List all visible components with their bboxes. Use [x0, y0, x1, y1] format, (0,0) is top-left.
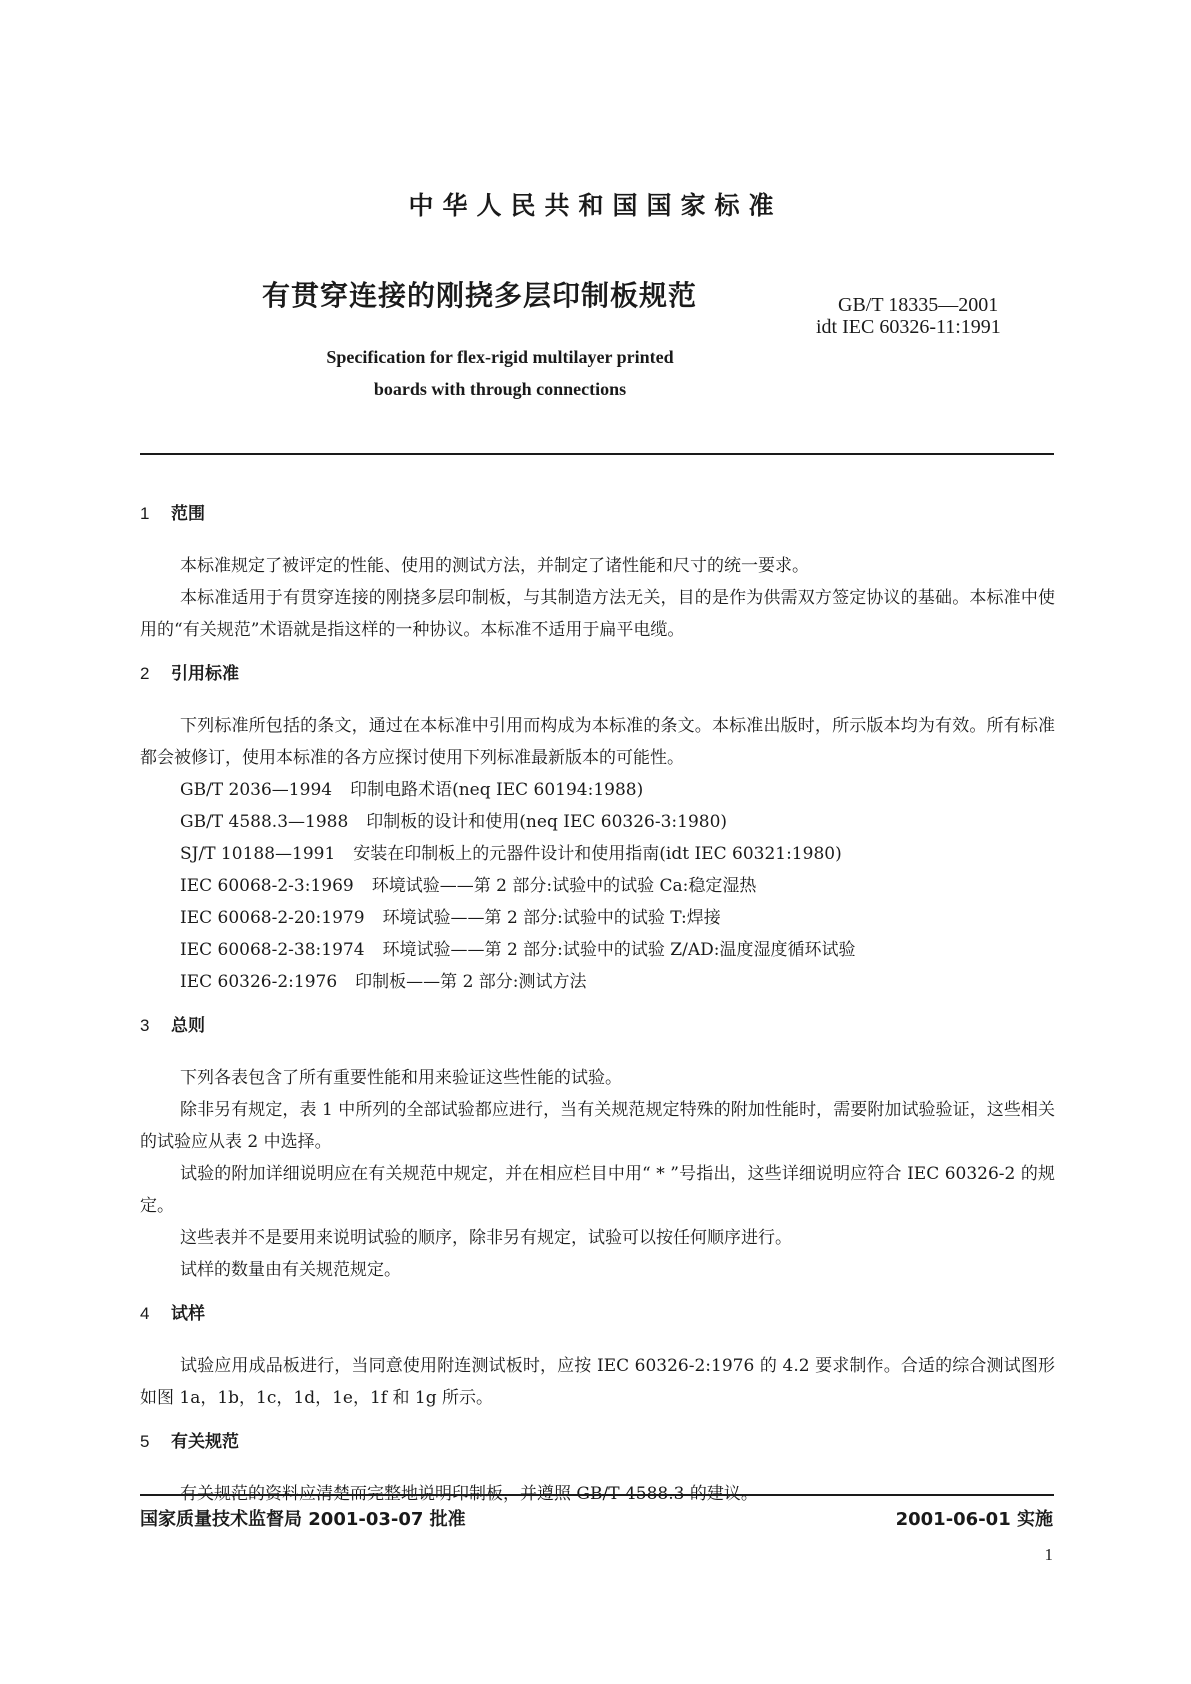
- reference-code: IEC 60068-2-38:1974: [180, 940, 365, 960]
- section-5-heading: [140, 1428, 1055, 1456]
- reference-code: IEC 60068-2-20:1979: [180, 908, 365, 928]
- implementation-date: 2001-06-01 实施: [895, 1509, 1053, 1530]
- standard-number-block: [816, 294, 1001, 338]
- section-1-paragraph-2: 本标准适用于有贯穿连接的刚挠多层印制板，与其制造方法无关，目的是作为供需双方签定协议的基础。本标准中使用的“有关规范”术语就是指这样的一种协议。本标准不适用于扁平电缆。: [140, 588, 1055, 640]
- section-number: 2: [140, 664, 150, 683]
- reference-title: 安装在印制板上的元器件设计和使用指南(idt IEC 60321:1980): [353, 844, 842, 864]
- document-body: [140, 500, 1055, 1510]
- title-en-line1: Specification for flex-rigid multilayer printed: [326, 347, 674, 367]
- reference-item: [140, 870, 1055, 902]
- section-number: 5: [140, 1432, 150, 1451]
- reference-item: [140, 966, 1055, 998]
- reference-code: IEC 60068-2-3:1969: [180, 876, 354, 896]
- reference-title: 印制电路术语(neq IEC 60194:1988): [350, 780, 644, 800]
- approval-date: 国家质量技术监督局 2001-03-07 批准: [140, 1509, 466, 1530]
- page-number: 1: [1044, 1545, 1053, 1564]
- section-3-paragraph-2: 除非另有规定，表 1 中所列的全部试验都应进行，当有关规范规定特殊的附加性能时，需要附加试验验证，这些相关的试验应从表 2 中选择。: [140, 1100, 1055, 1152]
- reference-code: GB/T 2036—1994: [180, 780, 333, 800]
- reference-code: GB/T 4588.3—1988: [180, 812, 349, 832]
- reference-code: IEC 60326-2:1976: [180, 972, 338, 992]
- footer-divider: [140, 1494, 1054, 1496]
- section-3-paragraph-4: 这些表并不是要用来说明试验的顺序，除非另有规定，试验可以按任何顺序进行。: [180, 1228, 792, 1248]
- reference-item: [140, 838, 1055, 870]
- section-number: 4: [140, 1304, 150, 1323]
- section-4-paragraph-1: 试验应用成品板进行，当同意使用附连测试板时，应按 IEC 60326-2:1976 的 4.2 要求制作。合适的综合测试图形如图 1a，1b，1c，1d，1e，1f 和 1g 所示。: [140, 1356, 1055, 1408]
- section-3-heading: [140, 1012, 1055, 1040]
- reference-title: 环境试验——第 2 部分:试验中的试验 T:焊接: [382, 908, 721, 928]
- reference-item: [140, 806, 1055, 838]
- title-en-line2: boards with through connections: [373, 379, 627, 399]
- document-title-en: [0, 341, 1000, 405]
- section-title: 试样: [171, 1304, 205, 1324]
- section-title: 总则: [171, 1016, 205, 1036]
- reference-code: SJ/T 10188—1991: [180, 844, 336, 864]
- reference-title: 印制板的设计和使用(neq IEC 60326-3:1980): [366, 812, 728, 832]
- section-number: 1: [140, 504, 150, 523]
- reference-item: [140, 902, 1055, 934]
- section-3-paragraph-5: 试样的数量由有关规范规定。: [180, 1260, 401, 1280]
- document-title-cn: 有贯穿连接的刚挠多层印制板规范: [262, 279, 698, 312]
- standard-number: GB/T 18335—2001: [838, 294, 999, 316]
- reference-title: 环境试验——第 2 部分:试验中的试验 Ca:稳定湿热: [371, 876, 757, 896]
- section-1-paragraph-1: 本标准规定了被评定的性能、使用的测试方法，并制定了诸性能和尺寸的统一要求。: [180, 556, 809, 576]
- reference-title: 印制板——第 2 部分:测试方法: [355, 972, 587, 992]
- section-number: 3: [140, 1016, 150, 1035]
- section-1-heading: [140, 500, 1055, 528]
- reference-item: [140, 934, 1055, 966]
- reference-title: 环境试验——第 2 部分:试验中的试验 Z/AD:温度湿度循环试验: [382, 940, 856, 960]
- section-2-heading: [140, 660, 1055, 688]
- section-title: 范围: [171, 504, 205, 524]
- section-2-paragraph-1: 下列标准所包括的条文，通过在本标准中引用而构成为本标准的条文。本标准出版时，所示版本均为有效。所有标准都会被修订，使用本标准的各方应探讨使用下列标准最新版本的可能性。: [140, 716, 1055, 768]
- standard-equivalence: idt IEC 60326-11:1991: [816, 316, 1001, 338]
- section-title: 引用标准: [171, 664, 239, 684]
- reference-item: [140, 774, 1055, 806]
- section-5-paragraph-1: 有关规范的资料应清楚而完整地说明印制板，并遵照 GB/T 4588.3 的建议。: [180, 1484, 758, 1504]
- section-3-paragraph-3: 试验的附加详细说明应在有关规范中规定，并在相应栏目中用“ * ”号指出，这些详细说明应符合 IEC 60326-2 的规定。: [140, 1164, 1055, 1216]
- national-standard-heading: 中华人民共和国国家标准: [408, 191, 783, 220]
- section-title: 有关规范: [171, 1432, 239, 1452]
- header-divider: [140, 453, 1054, 455]
- section-4-heading: [140, 1300, 1055, 1328]
- section-3-paragraph-1: 下列各表包含了所有重要性能和用来验证这些性能的试验。: [180, 1068, 622, 1088]
